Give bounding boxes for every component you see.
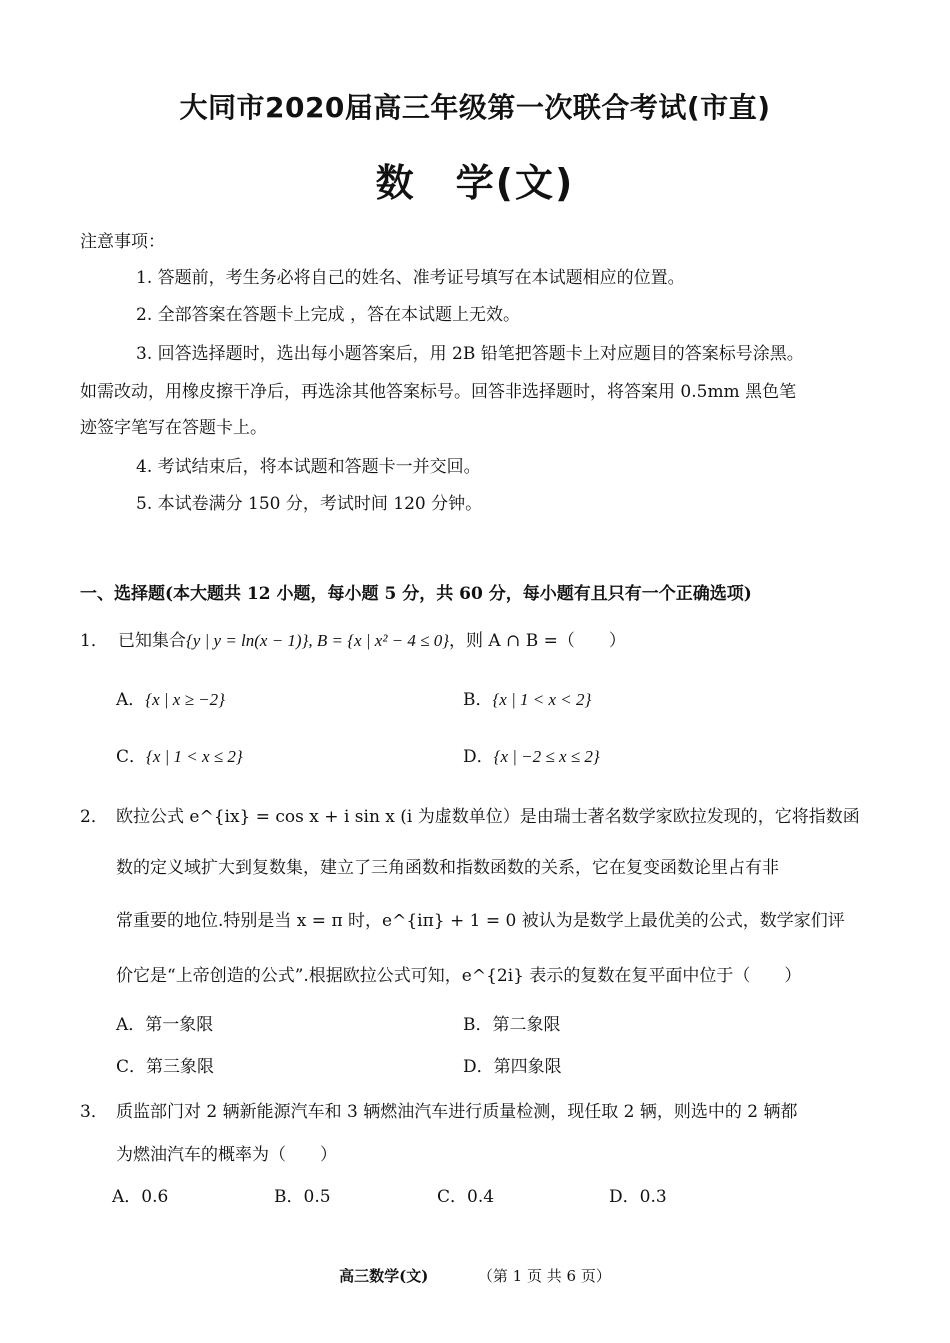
option-text: 0.6 (141, 1187, 169, 1207)
option-c (116, 1052, 214, 1077)
question-number: 3． (80, 1102, 108, 1122)
question-line: 质监部门对 2 辆新能源汽车和 3 辆燃油汽车进行质量检测，现任取 2 辆，则选中的 2 辆都 (116, 1102, 798, 1122)
stem-prefix: 已知集合 (118, 631, 186, 651)
option-text: 第四象限 (493, 1057, 562, 1077)
option-c (116, 742, 243, 767)
notice-item-continued: 如需改动，用橡皮擦干净后，再选涂其他答案标号。回答非选择题时，将答案用 0.5mm 黑色笔 (80, 382, 797, 402)
option-text: {x | 1 < x < 2} (492, 690, 592, 709)
notice-item: 5. 本试卷满分 150 分，考试时间 120 分钟。 (136, 494, 483, 514)
option-text: 第一象限 (145, 1015, 214, 1035)
stem-suffix: ，则 A ∩ B =（ ） (449, 631, 626, 651)
notice-item: 1. 答题前，考生务必将自己的姓名、准考证号填写在本试题相应的位置。 (136, 268, 685, 288)
option-text: 第三象限 (146, 1057, 215, 1077)
section-heading: 一、选择题(本大题共 12 小题，每小题 5 分，共 60 分，每小题有且只有一个正确选项) (80, 584, 752, 604)
option-label: A． (112, 1187, 142, 1207)
footer-subject: 高三数学(文) (339, 1267, 429, 1285)
question-stem (118, 626, 626, 651)
notice-item: 4. 考试结束后，将本试题和答题卡一并交回。 (136, 457, 481, 477)
question-number: 1． (80, 631, 108, 651)
notice-item: 3. 回答选择题时，选出每小题答案后，用 2B 铅笔把答题卡上对应题目的答案标号涂黑。 (136, 344, 804, 364)
exam-title: 大同市2020届高三年级第一次联合考试(市直) (179, 91, 771, 124)
stem-math: {y | y = ln(x − 1)}, B = {x | x² − 4 ≤ 0} (186, 631, 450, 650)
option-text: 0.4 (467, 1187, 495, 1207)
option-b (463, 1010, 561, 1035)
option-c (437, 1182, 494, 1207)
footer-page-number: （第 1 页 共 6 页） (477, 1267, 611, 1285)
page-footer (0, 1265, 950, 1286)
question-line: 数的定义域扩大到复数集，建立了三角函数和指数函数的关系，它在复变函数论里占有非 (116, 858, 779, 878)
option-label: C． (116, 1057, 147, 1077)
option-a (112, 1182, 168, 1207)
option-label: A． (116, 690, 146, 710)
option-label: D． (609, 1187, 640, 1207)
option-text: {x | −2 ≤ x ≤ 2} (493, 747, 600, 766)
option-text: 0.3 (639, 1187, 667, 1207)
option-b (463, 685, 591, 710)
option-d (463, 1052, 562, 1077)
question-number: 2． (80, 807, 108, 827)
question-line: 欧拉公式 e^{ix} = cos x + i sin x (i 为虚数单位）是由瑞士著名数学家欧拉发现的，它将指数函 (116, 807, 860, 827)
option-a (116, 685, 225, 710)
option-text: 0.5 (303, 1187, 331, 1207)
option-label: A． (116, 1015, 146, 1035)
option-text: {x | x ≥ −2} (145, 690, 225, 709)
option-label: C． (116, 747, 147, 767)
option-label: D． (463, 1057, 494, 1077)
option-label: B． (463, 690, 493, 710)
notice-item: 2. 全部答案在答题卡上完成 ，答在本试题上无效。 (136, 305, 521, 325)
option-b (274, 1182, 331, 1207)
question-line: 为燃油汽车的概率为（ ） (116, 1145, 337, 1165)
option-a (116, 1010, 213, 1035)
option-text: 第二象限 (492, 1015, 561, 1035)
option-d (463, 742, 600, 767)
question-line: 常重要的地位.特别是当 x = π 时，e^{iπ} + 1 = 0 被认为是数学上最优美的公式，数学家们评 (116, 911, 845, 931)
option-d (609, 1182, 667, 1207)
option-label: B． (463, 1015, 493, 1035)
option-text: {x | 1 < x ≤ 2} (146, 747, 243, 766)
notice-item-continued: 迹签字笔写在答题卡上。 (80, 418, 267, 438)
option-label: C． (437, 1187, 468, 1207)
subject-title: 数 学(文) (375, 161, 575, 205)
option-label: B． (274, 1187, 304, 1207)
option-label: D． (463, 747, 494, 767)
notice-heading: 注意事项： (80, 232, 165, 252)
question-line: 价它是“上帝创造的公式”.根据欧拉公式可知，e^{2i} 表示的复数在复平面中位于（ ） (116, 966, 802, 986)
